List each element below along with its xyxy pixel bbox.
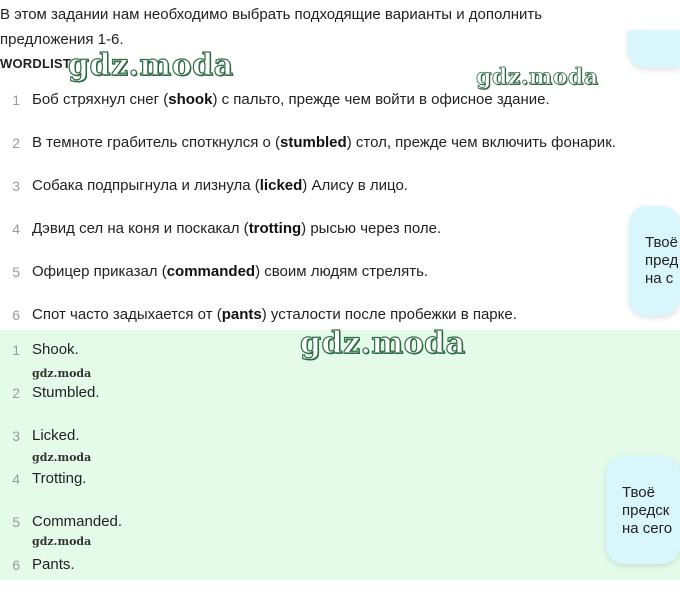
sentence-number: 3 xyxy=(12,178,20,194)
answer-number: 3 xyxy=(12,428,20,444)
key-word: licked xyxy=(259,177,303,194)
sentence-row xyxy=(0,257,680,287)
answer-text: Trotting. xyxy=(32,470,87,487)
answer-number: 5 xyxy=(12,514,20,530)
wordlist-label: WORDLIST xyxy=(0,56,71,71)
chat-bubble-promo[interactable]: Твоё пред на с xyxy=(629,206,680,316)
key-word: stumbled xyxy=(280,134,347,151)
answer-number: 6 xyxy=(12,557,20,573)
answer-number: 2 xyxy=(12,385,20,401)
answer-row xyxy=(0,464,680,494)
chat-bubble-promo[interactable]: Твоё предск на сего xyxy=(606,456,680,564)
watermark-small: gdz.moda xyxy=(32,535,92,548)
key-word: commanded xyxy=(166,263,256,280)
answer-row xyxy=(0,421,680,451)
sentence-number: 4 xyxy=(12,221,20,237)
answer-text: Licked. xyxy=(32,427,80,444)
answer-row xyxy=(0,507,680,537)
sentence-row xyxy=(0,128,680,158)
sentence-row xyxy=(0,214,680,244)
answer-number: 1 xyxy=(12,342,20,358)
sentence-text: В темноте грабитель споткнулся о (stumbled) стол, прежде чем включить фонарик. xyxy=(32,134,616,151)
answer-row xyxy=(0,550,680,580)
answer-text: Pants. xyxy=(32,556,75,573)
sentence-text: Боб стряхнул снег (shook) с пальто, прежде чем войти в офисное здание. xyxy=(32,91,550,108)
chat-bubble-top[interactable] xyxy=(628,30,680,68)
sentence-text: Спот часто задыхается от (pants) усталости после пробежки в парке. xyxy=(32,306,517,323)
sentence-number: 1 xyxy=(12,92,20,108)
task-intro xyxy=(0,2,610,52)
intro-line-2: предложения 1-6. xyxy=(0,31,124,48)
answer-text: Commanded. xyxy=(32,513,123,530)
key-word: trotting xyxy=(248,220,302,237)
sentence-text: Дэвид сел на коня и поскакал (trotting) рысью через поле. xyxy=(32,220,442,237)
sentence-number: 2 xyxy=(12,135,20,151)
sentence-row xyxy=(0,171,680,201)
intro-line-1: В этом задании нам необходимо выбрать подходящие варианты и дополнить xyxy=(0,6,543,23)
answer-text: Stumbled. xyxy=(32,384,100,401)
watermark-small: gdz.moda xyxy=(32,367,92,380)
sentence-text: Офицер приказал (commanded) своим людям стрелять. xyxy=(32,263,429,280)
watermark-logo: gdz.moda xyxy=(68,48,234,83)
sentence-text: Собака подпрыгнула и лизнула (licked) Алису в лицо. xyxy=(32,177,408,194)
watermark-logo: gdz.moda xyxy=(300,326,466,361)
watermark-small: gdz.moda xyxy=(32,451,92,464)
sentence-number: 6 xyxy=(12,307,20,323)
key-word: pants xyxy=(221,306,262,323)
answer-number: 4 xyxy=(12,471,20,487)
answers-panel xyxy=(0,330,680,580)
answer-text: Shook. xyxy=(32,341,79,358)
answer-row xyxy=(0,378,680,408)
key-word: shook xyxy=(168,91,213,108)
sentence-number: 5 xyxy=(12,264,20,280)
watermark-logo: gdz.moda xyxy=(476,64,599,90)
